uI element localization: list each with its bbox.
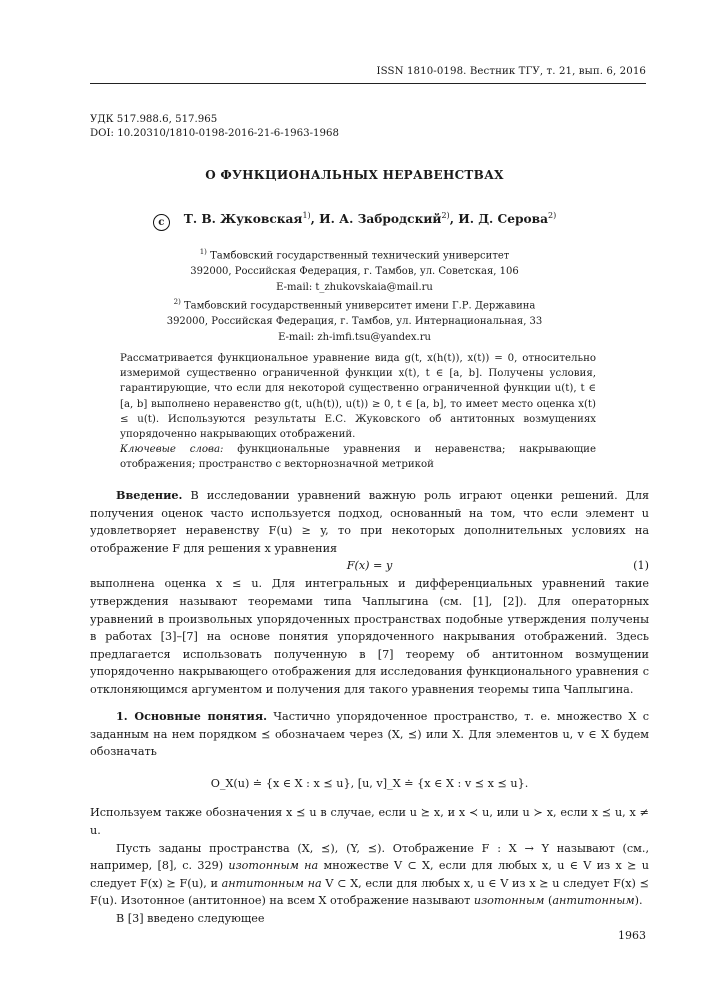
author-affil-mark: 1) bbox=[302, 211, 311, 220]
affiliation-2-email: E-mail: zh-imfi.tsu@yandex.ru bbox=[278, 331, 431, 343]
affiliation-1-name: $^{1)}$ Тамбовский государственный технический университет bbox=[199, 248, 510, 262]
intro-paragraph-2: выполнена оценка x ≤ u. Для интегральных и дифференциальных уравнений такие утверждения называют теоремами типа Чаплыгина (см. [1], [2]). Для операторных уравнений в произвольных упорядоченных пространствах подобные утверждения получены в работах [3]–[7] на основе понятия упорядоченного накрывания отображений. Здесь предлагается использовать полученную в [7] теорему об антитонном возмущении упорядоченно накрывающего отображения для исследования функционального уравнения с отклоняющимся аргументом и получения для такого уравнения теоремы типа Чаплыгина. bbox=[90, 577, 649, 696]
author-separator: , bbox=[310, 212, 315, 227]
author-line bbox=[0, 211, 709, 231]
section-1-paragraph-3: Пусть заданы пространства (X, ⪯), (Y, ⪯). Отображение F : X → Y называют (см., например, [8], с. 329) изотонным на множестве V ⊂ X, если для любых x, u ∈ V из x ⪰ u следует F(x) ⪰ F(u), и антитонным на V ⊂ X, если для любых x, u ∈ V из x ⪰ u следует F(x) ⪯ F(u). Изотонное (антитонное) на всем X отображение называют изотонным (антитонным). bbox=[90, 841, 649, 908]
author-name: И. Д. Серова bbox=[458, 212, 548, 227]
affiliation-2-name: $^{2)}$ Тамбовский государственный университет имени Г.Р. Державина bbox=[173, 298, 536, 312]
copyright-icon: c bbox=[153, 214, 170, 231]
author-separator: , bbox=[449, 212, 454, 227]
author-affil-mark: 2) bbox=[441, 211, 450, 220]
section-1-paragraph-2: Используем также обозначения x ⪯ u в случае, если u ⪰ x, и x ≺ u, или u ≻ x, если x ⪯ u, x ≠ u. bbox=[90, 806, 649, 837]
section-1 bbox=[90, 708, 649, 928]
equation-1-body: F(x) = y bbox=[346, 559, 393, 573]
affiliation-1-email: E-mail: t_zhukovskaia@mail.ru bbox=[276, 281, 433, 293]
keywords-text: функциональные уравнения и неравенства; накрывающие отображения; пространство с векторнозначной метрикой bbox=[120, 444, 596, 471]
abstract-text: Рассматривается функциональное уравнение вида g(t, x(h(t)), x(t)) = 0, относительно измеримой существенно ограниченной функции x(t), t ∈ [a, b]. Получены условия, гарантирующие, что если для некоторой существенно ограниченной функции u(t), t ∈ [a, b] выполнено неравенство g(t, u(h(t)), u(t)) ≥ 0, t ∈ [a, b], то имеет место оценка x(t) ≤ u(t). Используются результаты Е.С. Жуковского об антитонных возмущениях упорядоченно накрывающих отображений. bbox=[120, 353, 596, 441]
header-rule bbox=[90, 83, 646, 84]
author-name: Т. В. Жуковская bbox=[183, 212, 303, 227]
affil-mark: 1) bbox=[199, 248, 207, 256]
affiliations bbox=[0, 245, 709, 345]
article-meta bbox=[90, 113, 339, 141]
keywords-label: Ключевые слова: bbox=[120, 444, 224, 456]
paper-title: О ФУНКЦИОНАЛЬНЫХ НЕРАВЕНСТВАХ bbox=[205, 168, 504, 182]
intro-paragraph: Введение. В исследовании уравнений важную роль играют оценки решений. Для получения оценок часто используется подход, основанный на том, что если элемент u удовлетворяет неравенству F(u) ≥ y, то при некоторых дополнительных условиях на отображение F для решения x уравнения bbox=[90, 488, 650, 555]
equation-1-number: (1) bbox=[633, 559, 649, 573]
page-number: 1963 bbox=[618, 929, 646, 942]
affiliation-1-address: 392000, Российская Федерация, г. Тамбов, ул. Советская, 106 bbox=[190, 265, 519, 277]
keywords bbox=[120, 442, 596, 472]
abstract bbox=[120, 351, 596, 473]
section-1-paragraph: 1. Основные понятия. Частично упорядоченное пространство, т. е. множество X с заданным на нем порядком ⪯ обозначаем через (X, ⪯) или X. Для элементов u, v ∈ X будем обозначать bbox=[90, 709, 650, 759]
doi: DOI: 10.20310/1810-0198-2016-21-6-1963-1968 bbox=[90, 128, 339, 139]
section-1-paragraph-4: В [3] введено следующее bbox=[116, 911, 265, 925]
journal-header: ISSN 1810-0198. Вестник ТГУ, т. 21, вып. 6, 2016 bbox=[376, 66, 646, 77]
affiliation-2-address: 392000, Российская Федерация, г. Тамбов, ул. Интернациональная, 33 bbox=[166, 316, 543, 328]
affil-mark: 2) bbox=[173, 298, 181, 307]
equation-1 bbox=[90, 557, 649, 575]
equation-2: O_X(u) ≐ {x ∈ X : x ⪯ u}, [u, v]_X ≐ {x ∈ X : v ⪯ x ⪯ u}. bbox=[210, 776, 529, 790]
author-name: И. А. Забродский bbox=[319, 212, 442, 227]
introduction-section bbox=[90, 487, 649, 699]
udk-code: УДК 517.988.6, 517.965 bbox=[90, 114, 218, 125]
section-1-heading: 1. Основные понятия. bbox=[116, 709, 268, 723]
author-affil-mark: 2) bbox=[547, 211, 557, 220]
intro-heading: Введение. bbox=[116, 488, 183, 502]
